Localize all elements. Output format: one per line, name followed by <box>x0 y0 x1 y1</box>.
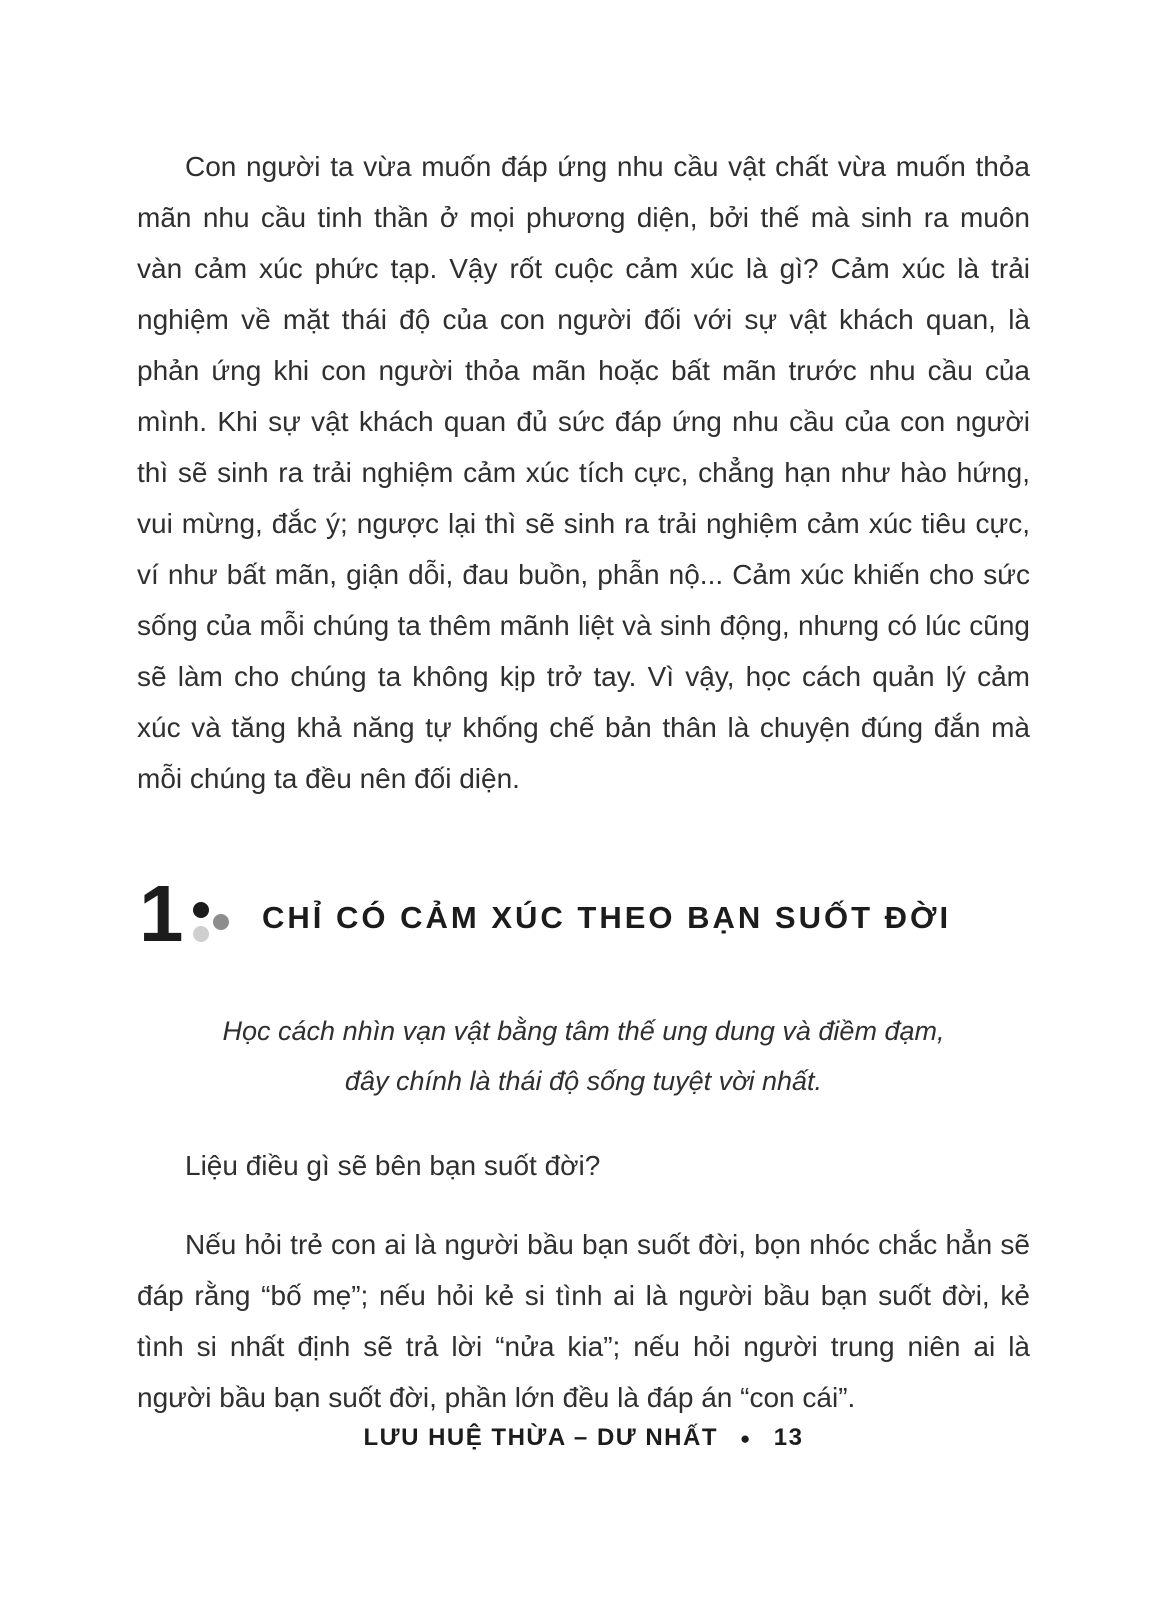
page-footer <box>137 1424 1030 1452</box>
chapter-epigraph <box>137 1006 1030 1106</box>
chapter-number: 1 <box>139 869 184 958</box>
page-number: 13 <box>773 1424 804 1451</box>
chapter-dot-light-icon <box>193 926 209 942</box>
intro-paragraph: Con người ta vừa muốn đáp ứng nhu cầu vật chất vừa muốn thỏa mãn nhu cầu tinh thần ở mọi phương diện, bởi thế mà sinh ra muôn vàn cảm xúc phức tạp. Vậy rốt cuộc cảm xúc là gì? Cảm xúc là trải nghiệm về mặt thái độ của con người đối với sự vật khách quan, là phản ứng khi con người thỏa mãn hoặc bất mãn trước nhu cầu của mình. Khi sự vật khách quan đủ sức đáp ứng nhu cầu của con người thì sẽ sinh ra trải nghiệm cảm xúc tích cực, chẳng hạn như hào hứng, vui mừng, đắc ý; ngược lại thì sẽ sinh ra trải nghiệm cảm xúc tiêu cực, ví như bất mãn, giận dỗi, đau buồn, phẫn nộ... Cảm xúc khiến cho sức sống của mỗi chúng ta thêm mãnh liệt và sinh động, nhưng có lúc cũng sẽ làm cho chúng ta không kịp trở tay. Vì vậy, học cách quản lý cảm xúc và tăng khả năng tự khống chế bản thân là chuyện đúng đắn mà mỗi chúng ta đều nên đối diện. <box>137 151 1030 794</box>
chapter-heading <box>137 869 1030 966</box>
epigraph-line-1: Học cách nhìn vạn vật bằng tâm thế ung dung và điềm đạm, <box>222 1016 945 1046</box>
chapter-number-ornament <box>137 869 262 966</box>
chapter-dot-black-icon <box>193 902 209 918</box>
footer-bullet-icon: ● <box>740 1428 752 1448</box>
chapter-title: CHỈ CÓ CẢM XÚC THEO BẠN SUỐT ĐỜI <box>262 900 952 935</box>
chapter-dot-gray-icon <box>213 914 229 930</box>
closing-paragraph: Nếu hỏi trẻ con ai là người bầu bạn suốt đời, bọn nhóc chắc hẳn sẽ đáp rằng “bố mẹ”; nếu hỏi kẻ si tình ai là người bầu bạn suốt đời, kẻ tình si nhất định sẽ trả lời “nửa kia”; nếu hỏi người trung niên ai là người bầu bạn suốt đời, phần lớn đều là đáp án “con cái”. <box>137 1229 1030 1413</box>
question-paragraph: Liệu điều gì sẽ bên bạn suốt đời? <box>185 1150 601 1181</box>
running-title: LƯU HUỆ THỪA – DƯ NHẤT <box>363 1424 719 1451</box>
epigraph-line-2: đây chính là thái độ sống tuyệt vời nhất. <box>344 1066 823 1096</box>
